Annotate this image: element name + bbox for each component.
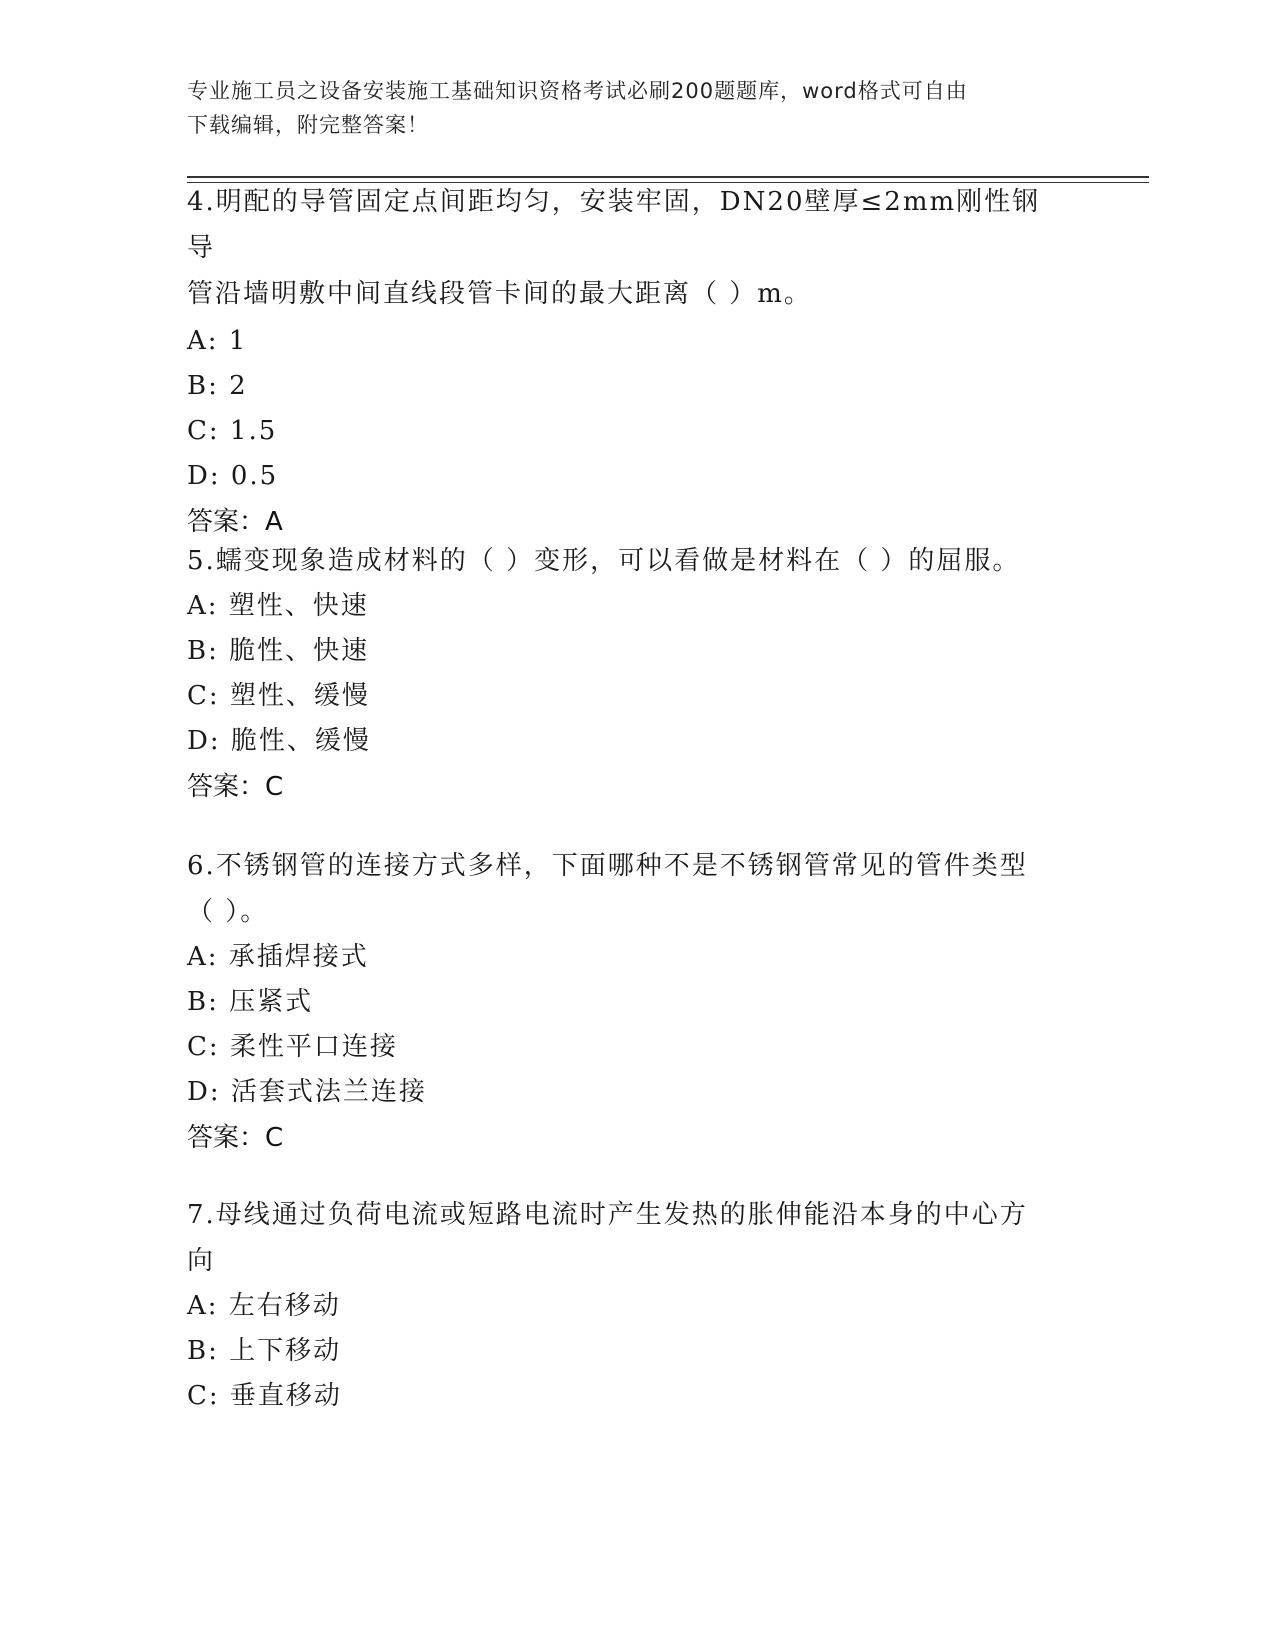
- question-4: [187, 179, 1067, 545]
- question-7: [187, 1192, 1067, 1419]
- option-d: D: 脆性、缓慢: [187, 726, 371, 756]
- question-stem-line: 向: [187, 1246, 216, 1276]
- option-c: C: 垂直移动: [187, 1381, 342, 1411]
- question-stem-line: 4.明配的导管固定点间距均匀，安装牢固，DN20壁厚≤2mm刚性钢导: [187, 187, 1041, 263]
- option-a: A: 左右移动: [187, 1291, 341, 1321]
- intro-line-1: 专业施工员之设备安装施工基础知识资格考试必刷200题题库，word格式可自由: [187, 79, 968, 103]
- question-stem-line: 5.蠕变现象造成材料的（ ）变形，可以看做是材料在（ ）的屈服。: [187, 546, 1021, 576]
- answer-label: 答案：C: [187, 1123, 284, 1153]
- question-stem-line: 6.不锈钢管的连接方式多样，下面哪种不是不锈钢管常见的管件类型: [187, 851, 1028, 881]
- option-b: B: 压紧式: [187, 987, 314, 1017]
- option-b: B: 脆性、快速: [187, 636, 370, 666]
- question-6: [187, 843, 1067, 1161]
- answer-label: 答案：C: [187, 772, 284, 802]
- question-stem-line: （ ）。: [187, 897, 269, 927]
- option-c: C: 1.5: [187, 416, 278, 446]
- option-a: A: 承插焊接式: [187, 942, 369, 972]
- question-stem-line: 管沿墙明敷中间直线段管卡间的最大距离（ ）m。: [187, 279, 812, 309]
- question-stem-line: 7.母线通过负荷电流或短路电流时产生发热的胀伸能沿本身的中心方: [187, 1200, 1028, 1230]
- document-intro: [187, 74, 1087, 142]
- option-c: C: 塑性、缓慢: [187, 681, 370, 711]
- option-c: C: 柔性平口连接: [187, 1032, 398, 1062]
- question-5: [187, 538, 1067, 810]
- header-divider-thick: [187, 176, 1149, 178]
- option-d: D: 0.5: [187, 461, 279, 491]
- option-a: A: 塑性、快速: [187, 591, 369, 621]
- option-a: A: 1: [187, 326, 248, 356]
- option-d: D: 活套式法兰连接: [187, 1077, 427, 1107]
- option-b: B: 上下移动: [187, 1336, 342, 1366]
- answer-label: 答案：A: [187, 507, 283, 537]
- intro-line-2: 下载编辑，附完整答案！: [187, 113, 429, 137]
- option-b: B: 2: [187, 371, 248, 401]
